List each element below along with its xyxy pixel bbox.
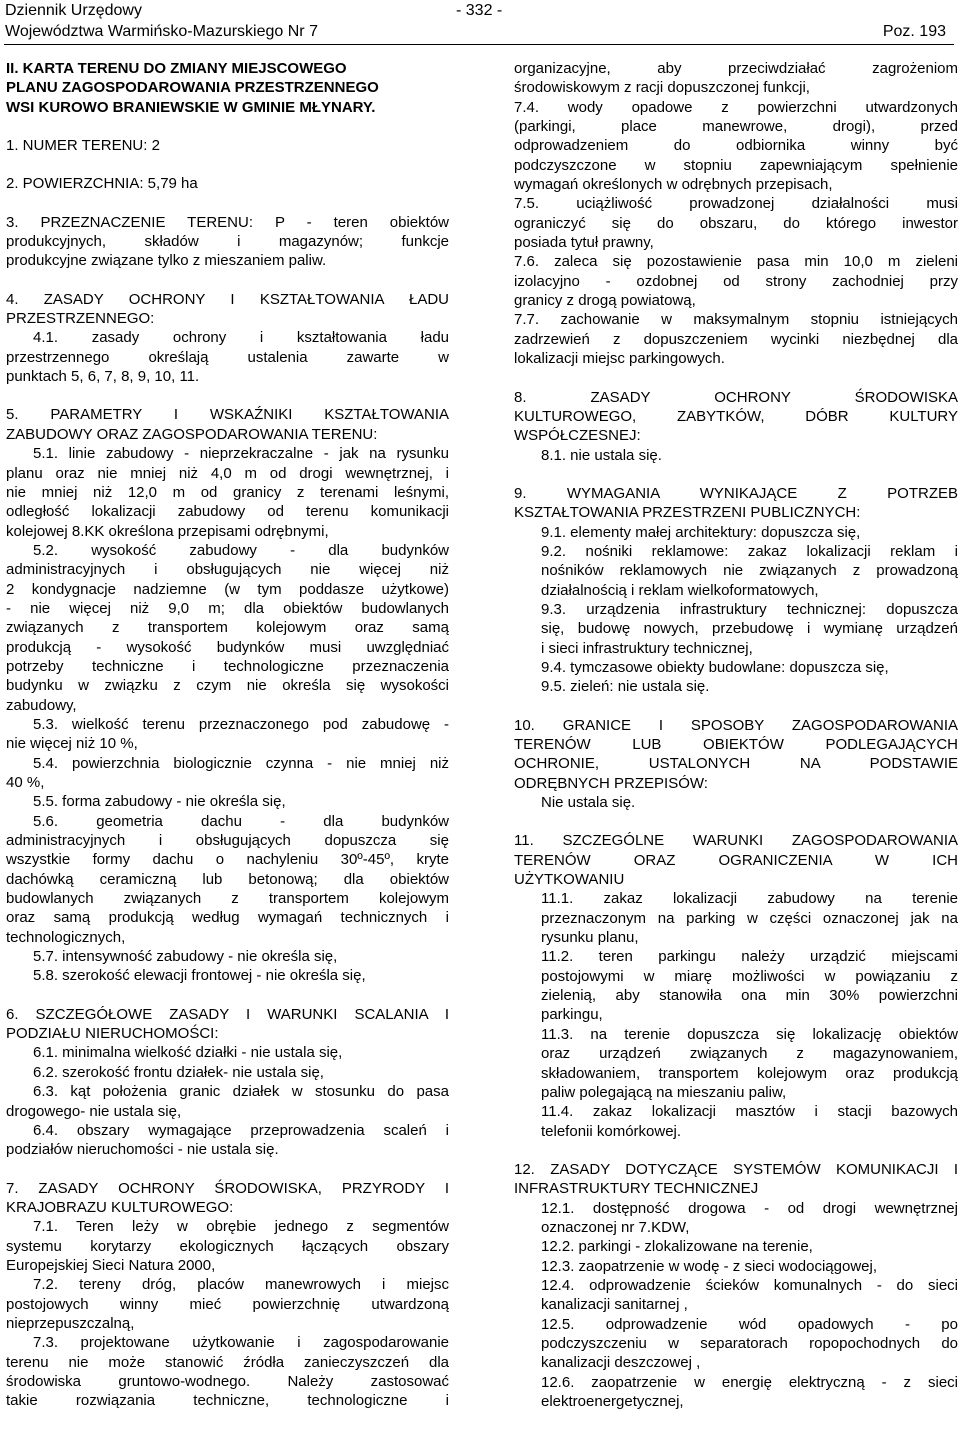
section-1: 1. NUMER TERENU: 2: [6, 137, 160, 155]
text-line: 5.4. powierzchnia biologicznie czynna - nie mniej niż: [33, 754, 449, 772]
text-line: drogowego- nie ustala się,: [6, 1102, 182, 1120]
text-line: lokalizacji miejsc parkingowych.: [514, 350, 725, 368]
section-heading: 8. ZASADY OCHRONY ŚRODOWISKA: [514, 388, 958, 406]
text-line: podczyszczeniu w separatorach ropopochodnych do: [541, 1334, 958, 1352]
text-line: kanalizacji sanitarnej ,: [541, 1296, 688, 1314]
text-line: rysunku planu,: [541, 929, 639, 947]
text-line: się, budowę nowych, przebudowę i wymianę urządzeń: [541, 620, 958, 638]
section-heading: KULTUROWEGO, ZABYTKÓW, DÓBR KULTURY: [514, 407, 958, 425]
section-heading: TERENÓW LUB OBIEKTÓW PODLEGAJĄCYCH: [514, 736, 958, 753]
text-line: 7.2. tereny dróg, placów manewrowych i miejsc: [33, 1276, 449, 1294]
text-line: produkcyjne związane tylko z mieszaniem paliw.: [6, 252, 327, 270]
section-9: [514, 484, 958, 697]
section-6: [6, 1005, 449, 1160]
text-line: 6.2. szerokość frontu działek- nie ustala się,: [33, 1063, 324, 1081]
text-line: budowlanych związanych z transportem kolejowym: [6, 890, 449, 908]
text-line: 11.2. teren parkingu należy urządzić miejscami: [541, 948, 958, 966]
section-heading: PRZESTRZENNEGO:: [6, 310, 155, 328]
text-line: 6.4. obszary wymagające przeprowadzenia scaleń i: [33, 1121, 449, 1139]
text-line: oraz samą produkcją według wymagań technicznych i: [6, 909, 449, 927]
text-line: 12.2. parkingi - zlokalizowane na terenie,: [541, 1238, 813, 1256]
section-5: [6, 405, 449, 985]
text-line: 11.1. zakaz lokalizacji zabudowy na terenie: [541, 890, 958, 908]
section-heading: INFRASTRUKTURY TECHNICZNEJ: [514, 1180, 759, 1198]
text-line: punktach 5, 6, 7, 8, 9, 10, 11.: [6, 368, 200, 386]
text-line: zabudowy,: [6, 696, 77, 714]
section-7-continued: [514, 59, 958, 369]
text-line: nieprzepuszczalną,: [6, 1314, 135, 1332]
title-line: II. KARTA TERENU DO ZMIANY MIEJSCOWEGO: [6, 60, 347, 77]
section-10: [514, 716, 958, 813]
section-heading: OCHRONIE, USTALONYCH NA PODSTAWIE: [514, 755, 958, 773]
text-line: Europejskiej Sieci Natura 2000,: [6, 1256, 216, 1274]
text-line: planu oraz nie mniej niż 4,0 m od drogi wewnętrznej, i: [6, 464, 449, 482]
text-line: 12.4. odprowadzenie ścieków komunalnych - do sieci: [541, 1276, 958, 1294]
text-line: 7.6. zaleca się pozostawienie pasa min 10,0 m zieleni: [514, 253, 958, 271]
section-heading: 6. SZCZEGÓŁOWE ZASADY I WARUNKI SCALANIA I: [6, 1005, 449, 1023]
text-line: systemu korytarzy ekologicznych łączących obszary: [6, 1237, 449, 1255]
section-heading: WSPÓŁCZESNEJ:: [514, 427, 641, 445]
text-line: 9.3. urządzenia infrastruktury technicznej: dopuszcza: [541, 600, 958, 618]
text-line: 11.3. na terenie dopuszcza się lokalizację obiektów: [541, 1025, 958, 1043]
text-line: 12.6. zaopatrzenie w energię elektryczną - z sieci: [541, 1373, 958, 1391]
section-11: [514, 831, 958, 1141]
text-line: oraz urządzeń związanych z magazynowaniem,: [541, 1045, 958, 1063]
text-line: oznaczonej nr 7.KDW,: [541, 1218, 690, 1236]
section-heading: 4. ZASADY OCHRONY I KSZTAŁTOWANIA ŁADU: [6, 290, 449, 308]
section-heading: UŻYTKOWANIU: [514, 871, 625, 889]
text-line: działalnością i reklam wielkoformatowych,: [541, 581, 819, 599]
text-line: odległość lokalizacji zabudowy od terenu komunikacji: [6, 503, 449, 521]
text-line: 5.7. intensywność zabudowy - nie określa się,: [33, 948, 338, 966]
section-heading: 9. WYMAGANIA WYNIKAJĄCE Z POTRZEB: [514, 484, 958, 502]
text-line: 3. PRZEZNACZENIE TERENU: P - teren obiektów: [6, 213, 449, 231]
section-heading: TERENÓW ORAZ OGRANICZENIA W ICH: [514, 851, 958, 869]
text-line: (parkingi, place manewrowe, drogi), przed: [514, 118, 958, 136]
text-line: posiada tytuł prawny,: [514, 234, 654, 252]
text-line: telefonii komórkowej.: [541, 1122, 682, 1140]
section-heading: 11. SZCZEGÓLNE WARUNKI ZAGOSPODAROWANIA: [514, 832, 958, 850]
text-line: 9.4. tymczasowe obiekty budowlane: dopuszcza się,: [541, 658, 889, 676]
text-line: zadrzewień z dopuszczeniem wycinki niezbędnej dla: [514, 330, 958, 348]
section-heading: ZABUDOWY ORAZ ZAGOSPODAROWANIA TERENU:: [6, 425, 378, 443]
text-line: wszystkie formy dachu o nachyleniu 30º-45º, kryte: [6, 851, 449, 869]
text-line: 5.5. forma zabudowy - nie określa się,: [33, 793, 286, 811]
text-line: 9.2. nośniki reklamowe: zakaz lokalizacji reklam i: [541, 542, 958, 560]
text-line: i sieci infrastruktury technicznej,: [541, 639, 753, 657]
section-heading: 7. ZASADY OCHRONY ŚRODOWISKA, PRZYRODY I: [6, 1179, 449, 1197]
section-heading: KSZTAŁTOWANIA PRZESTRZENI PUBLICZNYCH:: [514, 504, 861, 522]
text-line: kanalizacji deszczowej ,: [541, 1354, 701, 1372]
text-line: 5.2. wysokość zabudowy - dla budynków: [33, 541, 449, 559]
text-line: 8.1. nie ustala się.: [541, 446, 662, 464]
text-line: 12.3. zaopatrzenie w wodę - z sieci wodociągowej,: [541, 1257, 878, 1275]
text-line: administracyjnych i obsługujących dopuszcza się: [6, 832, 449, 850]
title-line: PLANU ZAGOSPODAROWANIA PRZESTRZENNEGO: [6, 79, 379, 97]
text-line: środowiskowym z racji dopuszczonej funkcji,: [514, 79, 810, 97]
text-line: 12.5. odprowadzenie wód opadowych - po: [541, 1315, 958, 1333]
text-line: izolacyjno - ozdobnej od strony zachodniej przy: [514, 272, 958, 290]
section-heading: ODRĘBNYCH PRZEPISÓW:: [514, 774, 708, 792]
text-line: 5.3. wielkość terenu przeznaczonego pod zabudowę -: [33, 715, 449, 733]
section-heading: 5. PARAMETRY I WSKAŹNIKI KSZTAŁTOWANIA: [6, 406, 449, 424]
text-line: 40 %,: [6, 774, 45, 791]
section-3: [6, 213, 449, 271]
text-line: nie więcej niż 10 %,: [6, 735, 138, 753]
text-line: granicy z drogą powiatową,: [514, 292, 696, 310]
text-line: nie mniej niż 12,0 m od granicy z terenami leśnymi,: [6, 483, 449, 501]
text-line: technologicznych,: [6, 928, 126, 946]
journal-region: Województwa Warmińsko-Mazurskiego Nr 7: [5, 23, 318, 40]
text-line: przestrzennego określają ustalenia zawarte w: [6, 348, 449, 366]
section-4: [6, 290, 449, 387]
section-7: [6, 1179, 449, 1411]
text-line: paliw polegającą na mieszaniu paliw,: [541, 1083, 787, 1101]
text-line: produkcją - wysokość budynków musi uwzględniać: [6, 638, 449, 656]
journal-title: [5, 0, 318, 42]
text-line: zielenią, aby stanowiła ona min 30% powierzchni: [541, 987, 958, 1005]
text-line: wymagań określonych w odrębnych przepisach,: [514, 176, 833, 194]
text-line: parkingu,: [541, 1006, 603, 1024]
text-line: 5.6. geometria dachu - dla budynków: [33, 812, 449, 830]
text-line: 6.1. minimalna wielkość działki - nie ustala się,: [33, 1044, 343, 1062]
text-line: podczyszczone w stopniu zapewniającym spełnienie: [514, 156, 958, 174]
text-line: składowaniem, transportem kolejowym oraz produkcją: [541, 1064, 958, 1082]
section-12: [514, 1160, 958, 1411]
section-2: 2. POWIERZCHNIA: 5,79 ha: [6, 175, 198, 193]
right-column: [514, 59, 958, 1411]
text-line: Nie ustala się.: [541, 794, 636, 812]
text-line: ograniczyć się do obszaru, do którego inwestor: [514, 214, 958, 232]
text-line: związanych z transportem kolejowym oraz samą: [6, 619, 449, 637]
section-heading: 12. ZASADY DOTYCZĄCE SYSTEMÓW KOMUNIKACJI I: [514, 1160, 958, 1178]
text-line: przeznaczonym na parking w części oznaczonej jak na: [541, 909, 958, 927]
text-line: 7.3. projektowane użytkowanie i zagospodarowanie: [33, 1334, 449, 1352]
text-line: 9.1. elementy małej architektury: dopuszcza się,: [541, 523, 861, 541]
text-line: kolejowej 8.KK określona przepisami odrębnymi,: [6, 522, 329, 540]
section-heading: KRAJOBRAZU KULTUROWEGO:: [6, 1198, 234, 1216]
position-number: Poz. 193: [882, 23, 946, 40]
section-heading: PODZIAŁU NIERUCHOMOŚCI:: [6, 1025, 219, 1043]
page-number: - 332 -: [456, 2, 503, 19]
text-line: elektroenergetycznej,: [541, 1393, 684, 1410]
text-line: budynku w związku z czym nie określa się wysokości: [6, 677, 449, 695]
text-line: środowiska gruntowo-wodnego. Należy zastosować: [6, 1372, 449, 1390]
text-line: 7.7. zachowanie w maksymalnym stopniu istniejących: [514, 311, 958, 329]
text-line: 9.5. zieleń: nie ustala się.: [541, 678, 710, 696]
text-line: 5.1. linie zabudowy - nieprzekraczalne - jak na rysunku: [33, 445, 449, 463]
journal-name: Dziennik Urzędowy: [5, 2, 142, 19]
text-line: 6.3. kąt położenia granic działek w stosunku do pasa: [33, 1083, 449, 1101]
left-column: [6, 59, 449, 1411]
text-line: potrzeby techniczne i technologiczne przeznaczenia: [6, 657, 449, 675]
text-line: terenu nie może stanowić źródła zanieczyszczeń dla: [6, 1353, 449, 1371]
section-8: [514, 388, 958, 465]
text-line: - nie więcej niż 9,0 m; dla obiektów budowlanych: [6, 599, 449, 617]
section-heading: 10. GRANICE I SPOSOBY ZAGOSPODAROWANIA: [514, 716, 958, 734]
text-line: podziałów nieruchomości - nie ustala się.: [6, 1141, 279, 1159]
text-line: 7.1. Teren leży w obrębie jednego z segmentów: [33, 1218, 449, 1236]
text-line: 4.1. zasady ochrony i kształtowania ładu: [33, 329, 449, 347]
text-line: odprowadzeniem do odbiornika winny być: [514, 137, 958, 155]
section-title: [6, 59, 449, 117]
title-line: WSI KUROWO BRANIEWSKIE W GMINIE MŁYNARY.: [6, 98, 376, 116]
header-rule: [4, 44, 954, 45]
text-line: 7.5. uciążliwość prowadzonej działalności musi: [514, 195, 958, 213]
text-line: 7.4. wody opadowe z powierzchni utwardzonych: [514, 98, 958, 116]
text-line: nośników reklamowych nie związanych z prowadzoną: [541, 562, 958, 580]
text-line: postojowymi w miarę możliwości w powiązaniu z: [541, 967, 958, 985]
text-line: administracyjnych i obsługujących nie więcej niż: [6, 561, 449, 579]
text-line: produkcyjnych, składów i magazynów; funkcje: [6, 233, 449, 251]
text-line: 2 kondygnacje nadziemne (w tym poddasze użytkowe): [6, 580, 449, 598]
text-line: 5.8. szerokość elewacji frontowej - nie określa się,: [33, 967, 366, 985]
text-line: takie rozwiązania techniczne, technologiczne i: [6, 1392, 449, 1410]
text-line: 11.4. zakaz lokalizacji masztów i stacji bazowych: [541, 1103, 958, 1121]
text-line: postojowych winny mieć powierzchnię utwardzoną: [6, 1295, 449, 1313]
text-line: organizacyjne, aby przeciwdziałać zagrożeniom: [514, 60, 958, 77]
text-line: 12.1. dostępność drogowa - od drogi wewnętrznej: [541, 1199, 958, 1217]
text-line: dachówką ceramiczną lub betonową; dla obiektów: [6, 870, 449, 888]
